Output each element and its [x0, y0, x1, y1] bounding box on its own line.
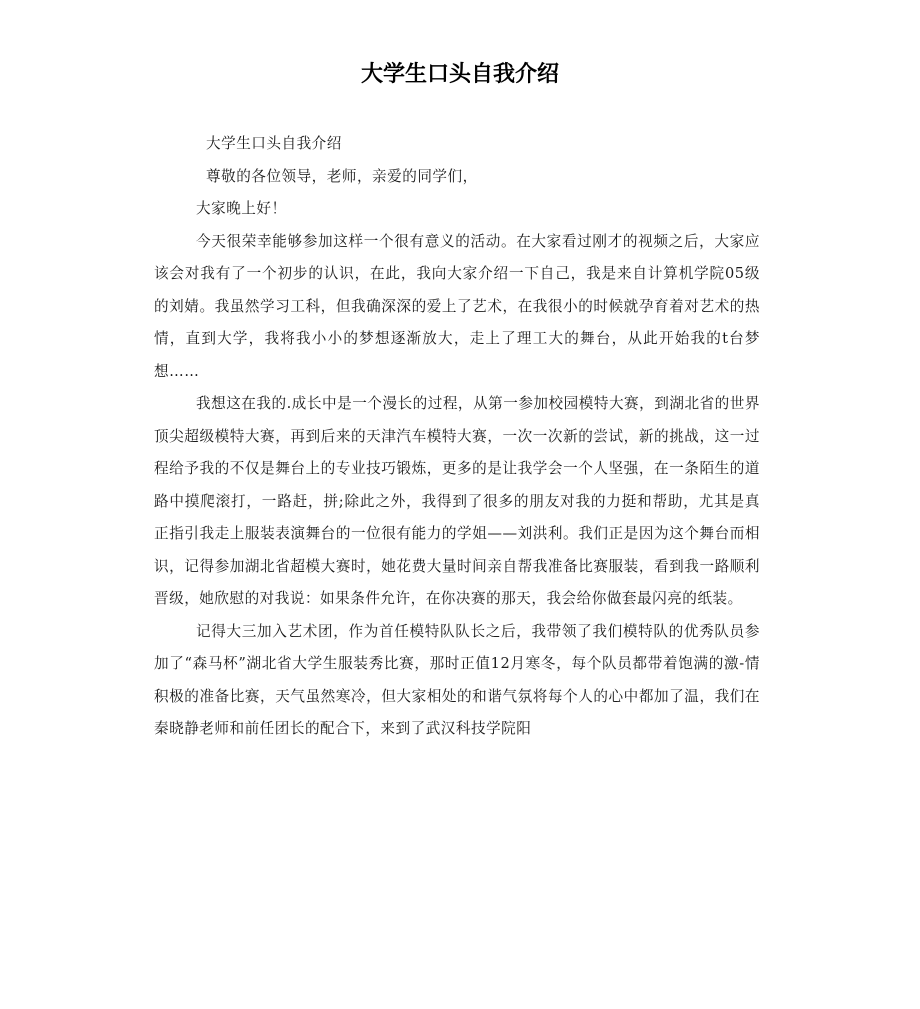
document-title: 大学生口头自我介绍 — [360, 62, 559, 87]
greeting-line: 尊敬的各位领导，老师，亲爱的同学们， — [206, 167, 478, 185]
document-subtitle: 大学生口头自我介绍 — [206, 135, 342, 152]
paragraph-1: 今天很荣幸能够参加这样一个很有意义的活动。在大家看过刚才的视频之后，大家应该会对我有了一个初步的认识，在此，我向大家介绍一下自己，我是来自计算机学院05级的刘婧。我虽然学习工科，但我确深深的爱上了艺术，在我很小的时候就孕育着对艺术的热情，直到大学，我将我小小的梦想逐渐放大，走上了理工大的舞台，从此开始我的t台梦想…… — [154, 232, 760, 380]
paragraph-3: 记得大三加入艺术团，作为首任模特队队长之后，我带领了我们模特队的优秀队员参加了“森马杯”湖北省大学生服装秀比赛，那时正值12月寒冬，每个队员都带着饱满的激-情积极的准备比赛，天气虽然寒冷，但大家相处的和谐气氛将每个人的心中都加了温，我们在秦晓静老师和前任团长的配合下，来到了武汉科技学院阳 — [154, 622, 760, 737]
document-body — [154, 128, 760, 746]
salutation-line: 大家晚上好！ — [196, 200, 287, 217]
paragraph-2: 我想这在我的.成长中是一个漫长的过程，从第一参加校园模特大赛，到湖北省的世界顶尖超级模特大赛，再到后来的天津汽车模特大赛，一次一次新的尝试，新的挑战，这一过程给予我的不仅是舞台上的专业技巧锻炼，更多的是让我学会一个人坚强，在一条陌生的道路中摸爬滚打，一路赶，拼;除此之外，我得到了很多的朋友对我的力挺和帮助，尤其是真正指引我走上服装表演舞台的一位很有能力的学姐——刘洪利。我们正是因为这个舞台而相识，记得参加湖北省超模大赛时，她花费大量时间亲自帮我准备比赛服装，看到我一路顺利晋级，她欣慰的对我说：如果条件允许，在你决赛的那天，我会给你做套最闪亮的纸装。 — [154, 395, 760, 607]
